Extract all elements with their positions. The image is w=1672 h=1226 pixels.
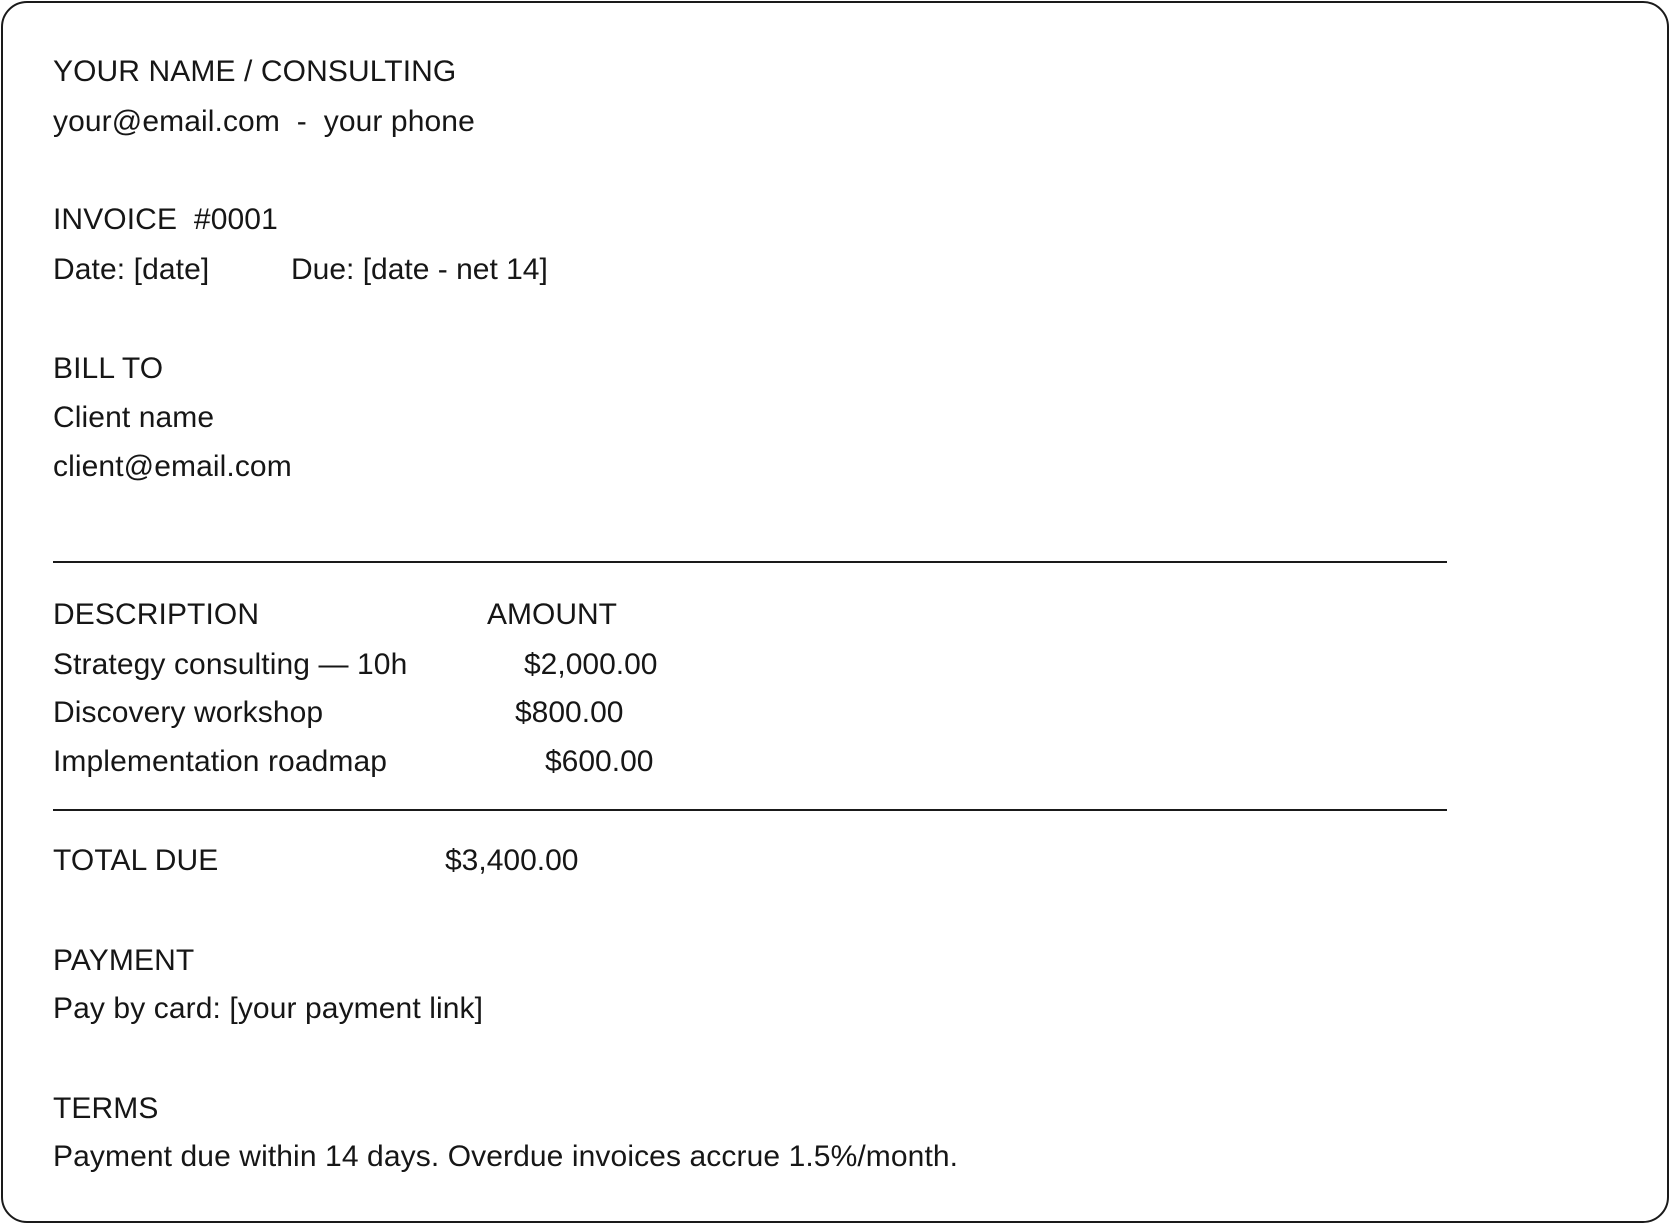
sender-contact: your@email.com - your phone bbox=[53, 105, 475, 138]
divider-top bbox=[53, 561, 1447, 563]
sender-name: YOUR NAME / CONSULTING bbox=[53, 55, 457, 88]
client-name: Client name bbox=[53, 401, 215, 434]
invoice-due-date: Due: [date - net 14] bbox=[291, 253, 548, 286]
total-due-label: TOTAL DUE bbox=[53, 844, 219, 877]
total-due-amount: $3,400.00 bbox=[445, 844, 579, 877]
divider-bottom bbox=[53, 809, 1447, 811]
invoice-title: INVOICE #0001 bbox=[53, 203, 278, 236]
invoice-document bbox=[1, 1, 1669, 1223]
column-header-description: DESCRIPTION bbox=[53, 598, 260, 631]
line-item-amount: $2,000.00 bbox=[524, 648, 658, 681]
line-item-amount: $800.00 bbox=[515, 696, 624, 729]
column-header-amount: AMOUNT bbox=[487, 598, 617, 631]
line-item-description: Implementation roadmap bbox=[53, 745, 388, 778]
line-item-description: Discovery workshop bbox=[53, 696, 324, 729]
client-email: client@email.com bbox=[53, 450, 292, 483]
payment-text: Pay by card: [your payment link] bbox=[53, 992, 484, 1025]
terms-heading: TERMS bbox=[53, 1092, 159, 1125]
line-item-amount: $600.00 bbox=[545, 745, 654, 778]
invoice-date: Date: [date] bbox=[53, 253, 210, 286]
terms-text: Payment due within 14 days. Overdue invoices accrue 1.5%/month. bbox=[53, 1140, 959, 1173]
line-item-description: Strategy consulting — 10h bbox=[53, 648, 408, 681]
payment-heading: PAYMENT bbox=[53, 944, 195, 977]
bill-to-heading: BILL TO bbox=[53, 352, 164, 385]
